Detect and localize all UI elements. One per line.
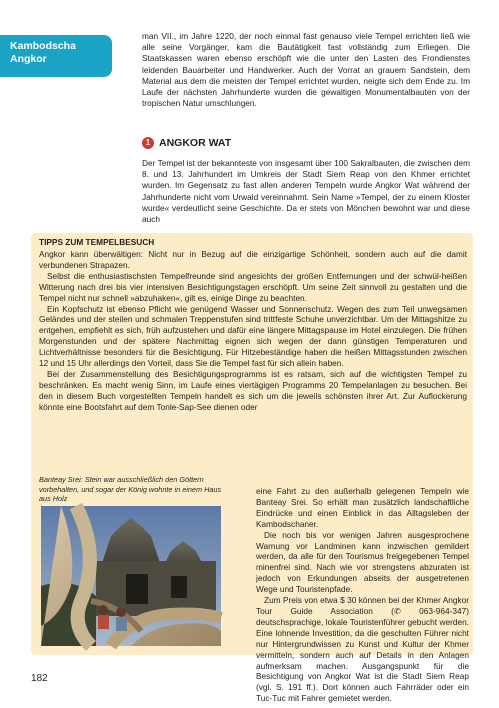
page-number: 182: [31, 673, 48, 684]
chapter-tab-region: Angkor: [10, 53, 47, 65]
section-title: ANGKOR WAT: [159, 137, 232, 149]
intro-text: [142, 31, 470, 109]
chapter-tab-country: Kambodscha: [10, 40, 76, 52]
tips-text-top: [39, 249, 467, 413]
banteay-srei-photo: [41, 506, 221, 646]
section-number-marker: 1: [142, 137, 154, 149]
section-body: [142, 158, 470, 225]
tips-paragraph: Die noch bis vor wenigen Jahren ausgesprochene Warnung vor Landminen kann inzwischen gemildert werden, da alle für den Tourismus freigegebenen Tempel minenfrei sind. Nach wie vor strengstens abzuraten ist jedoch von Erkundungen abseits der ausgetretenen Wege und Touristenpfade.: [256, 529, 469, 595]
tips-paragraph: Selbst die enthusiastischsten Tempelfreunde sind angesichts der großen Entfernungen und der schwül-heißen Witterung nach drei bis vier intensiven Besichtigungstagen erschöpft. Um seine Zeit sinnvoll zu gestalten und die Tempel nicht nur schnell »abzuhaken«, gilt es, einige Dinge zu beachten.: [39, 270, 467, 303]
tips-text-right: [256, 486, 469, 704]
tips-paragraph: Bei der Zusammenstellung des Besichtigungsprogramms ist es ratsam, sich auf die wichtigsten Tempel zu beschränken. Es macht wenig Sinn, im Laufe eines viertägigen Programms 20 Tempelanlagen zu besuchen. Bei den in diesem Buch vorgestellten Tempeln handelt es sich um die jeweils schönsten ihrer Art. Zur Auflockerung könnte eine Bootsfahrt auf dem Tonle-Sap-See dienen oder: [39, 368, 467, 412]
tips-paragraph: Zum Preis von etwa $ 30 können bei der Khmer Angkor Tour Guide Association (✆ 063-964-347) deutschsprachige, lokale Touristenführer gebucht werden. Eine lohnende Investition, da die geschulten Führer nicht nur Hintergrundwissen zu Kunst und Kultur der Khmer vermitteln, sondern auch auf Details in den Anlagen aufmerksam machen. Ausgangspunkt für die Besichtigung von Angkor Wat ist die Stadt Siem Reap (vgl. S. 191 ff.). Dort können auch Fahrräder oder ein Tuc-Tuc mit Fahrer gemietet werden.: [256, 595, 469, 704]
chapter-tab: [0, 35, 112, 77]
tips-paragraph: Ein Kopfschutz ist ebenso Pflicht wie genügend Wasser und Sonnenschutz. Wegen des zum Teil unwegsamen Geländes und der steilen und schmalen Treppenstufen sind trittfeste Schuhe unverzichtbar. Um der Mittagshitze zu entgehen, empfiehlt es sich, früh aufzustehen und dafür eine längere Mittagspause im Hotel einzulegen. Die frühen Morgenstunden und der spätere Nachmittag eignen sich wegen der dann günstigen Temperaturen und Lichtverhältnisse besonders für die Besichtigung. Für Hitzebeständige haben die heißen Mittagsstunden zwischen 12 und 15 Uhr allerdings den Vorteil, dass Sie die Tempel fast für sich allein haben.: [39, 303, 467, 369]
section-heading: [142, 136, 472, 152]
section-paragraph: Der Tempel ist der bekannteste von insgesamt über 100 Sakralbauten, die zwischen dem 8. und 13. Jahrhundert im Umkreis der Stadt Siem Reap von den Khmer errichtet wurden. Im Gegensatz zu fast allen anderen Tempeln wurde Angkor Wat während der Jahrhunderte nicht vom Urwald vereinnahmt. Sein Name »Tempel, der zu einem Kloster wurde« verdeutlicht seine Geschichte. Da er stets von Mönchen bewohnt war und diese auch: [142, 158, 470, 225]
photo-caption: Banteay Srei: Stein war ausschließlich den Göttern vorbehalten, und sogar der König wohnte in einem Haus aus Holz: [39, 475, 222, 503]
tips-paragraph: eine Fahrt zu den außerhalb gelegenen Tempeln wie Banteay Srei. So erhält man zusätzlich landschaftliche Eindrücke und einen Einblick in das Alltagsleben der Kambodschaner.: [256, 486, 469, 529]
intro-paragraph: man VII., im Jahre 1220, der noch einmal fast genauso viele Tempel errichten ließ wie alle seine Vorgänger, kam die Bautätigkeit fast vollständig zum Erliegen. Die Staatskassen waren ebenso erschöpft wie die unter den Lasten des Frondienstes leidenden Bauarbeiter und Handwerker. Auch der Vorrat an grauem Sandstein, dem Material aus dem die meisten der Tempel errichtet wurden, neigte sich dem Ende zu. Im Laufe der nächsten Jahrhunderte wurden die gewaltigen Monumentalbauten von der tropischen Natur umschlungen.: [142, 31, 470, 109]
tips-heading: TIPPS ZUM TEMPELBESUCH: [39, 237, 155, 247]
tips-paragraph: Angkor kann überwältigen: Nicht nur in Bezug auf die einzigartige Schönheit, sondern auch auf die damit verbundenen Strapazen.: [39, 249, 467, 270]
